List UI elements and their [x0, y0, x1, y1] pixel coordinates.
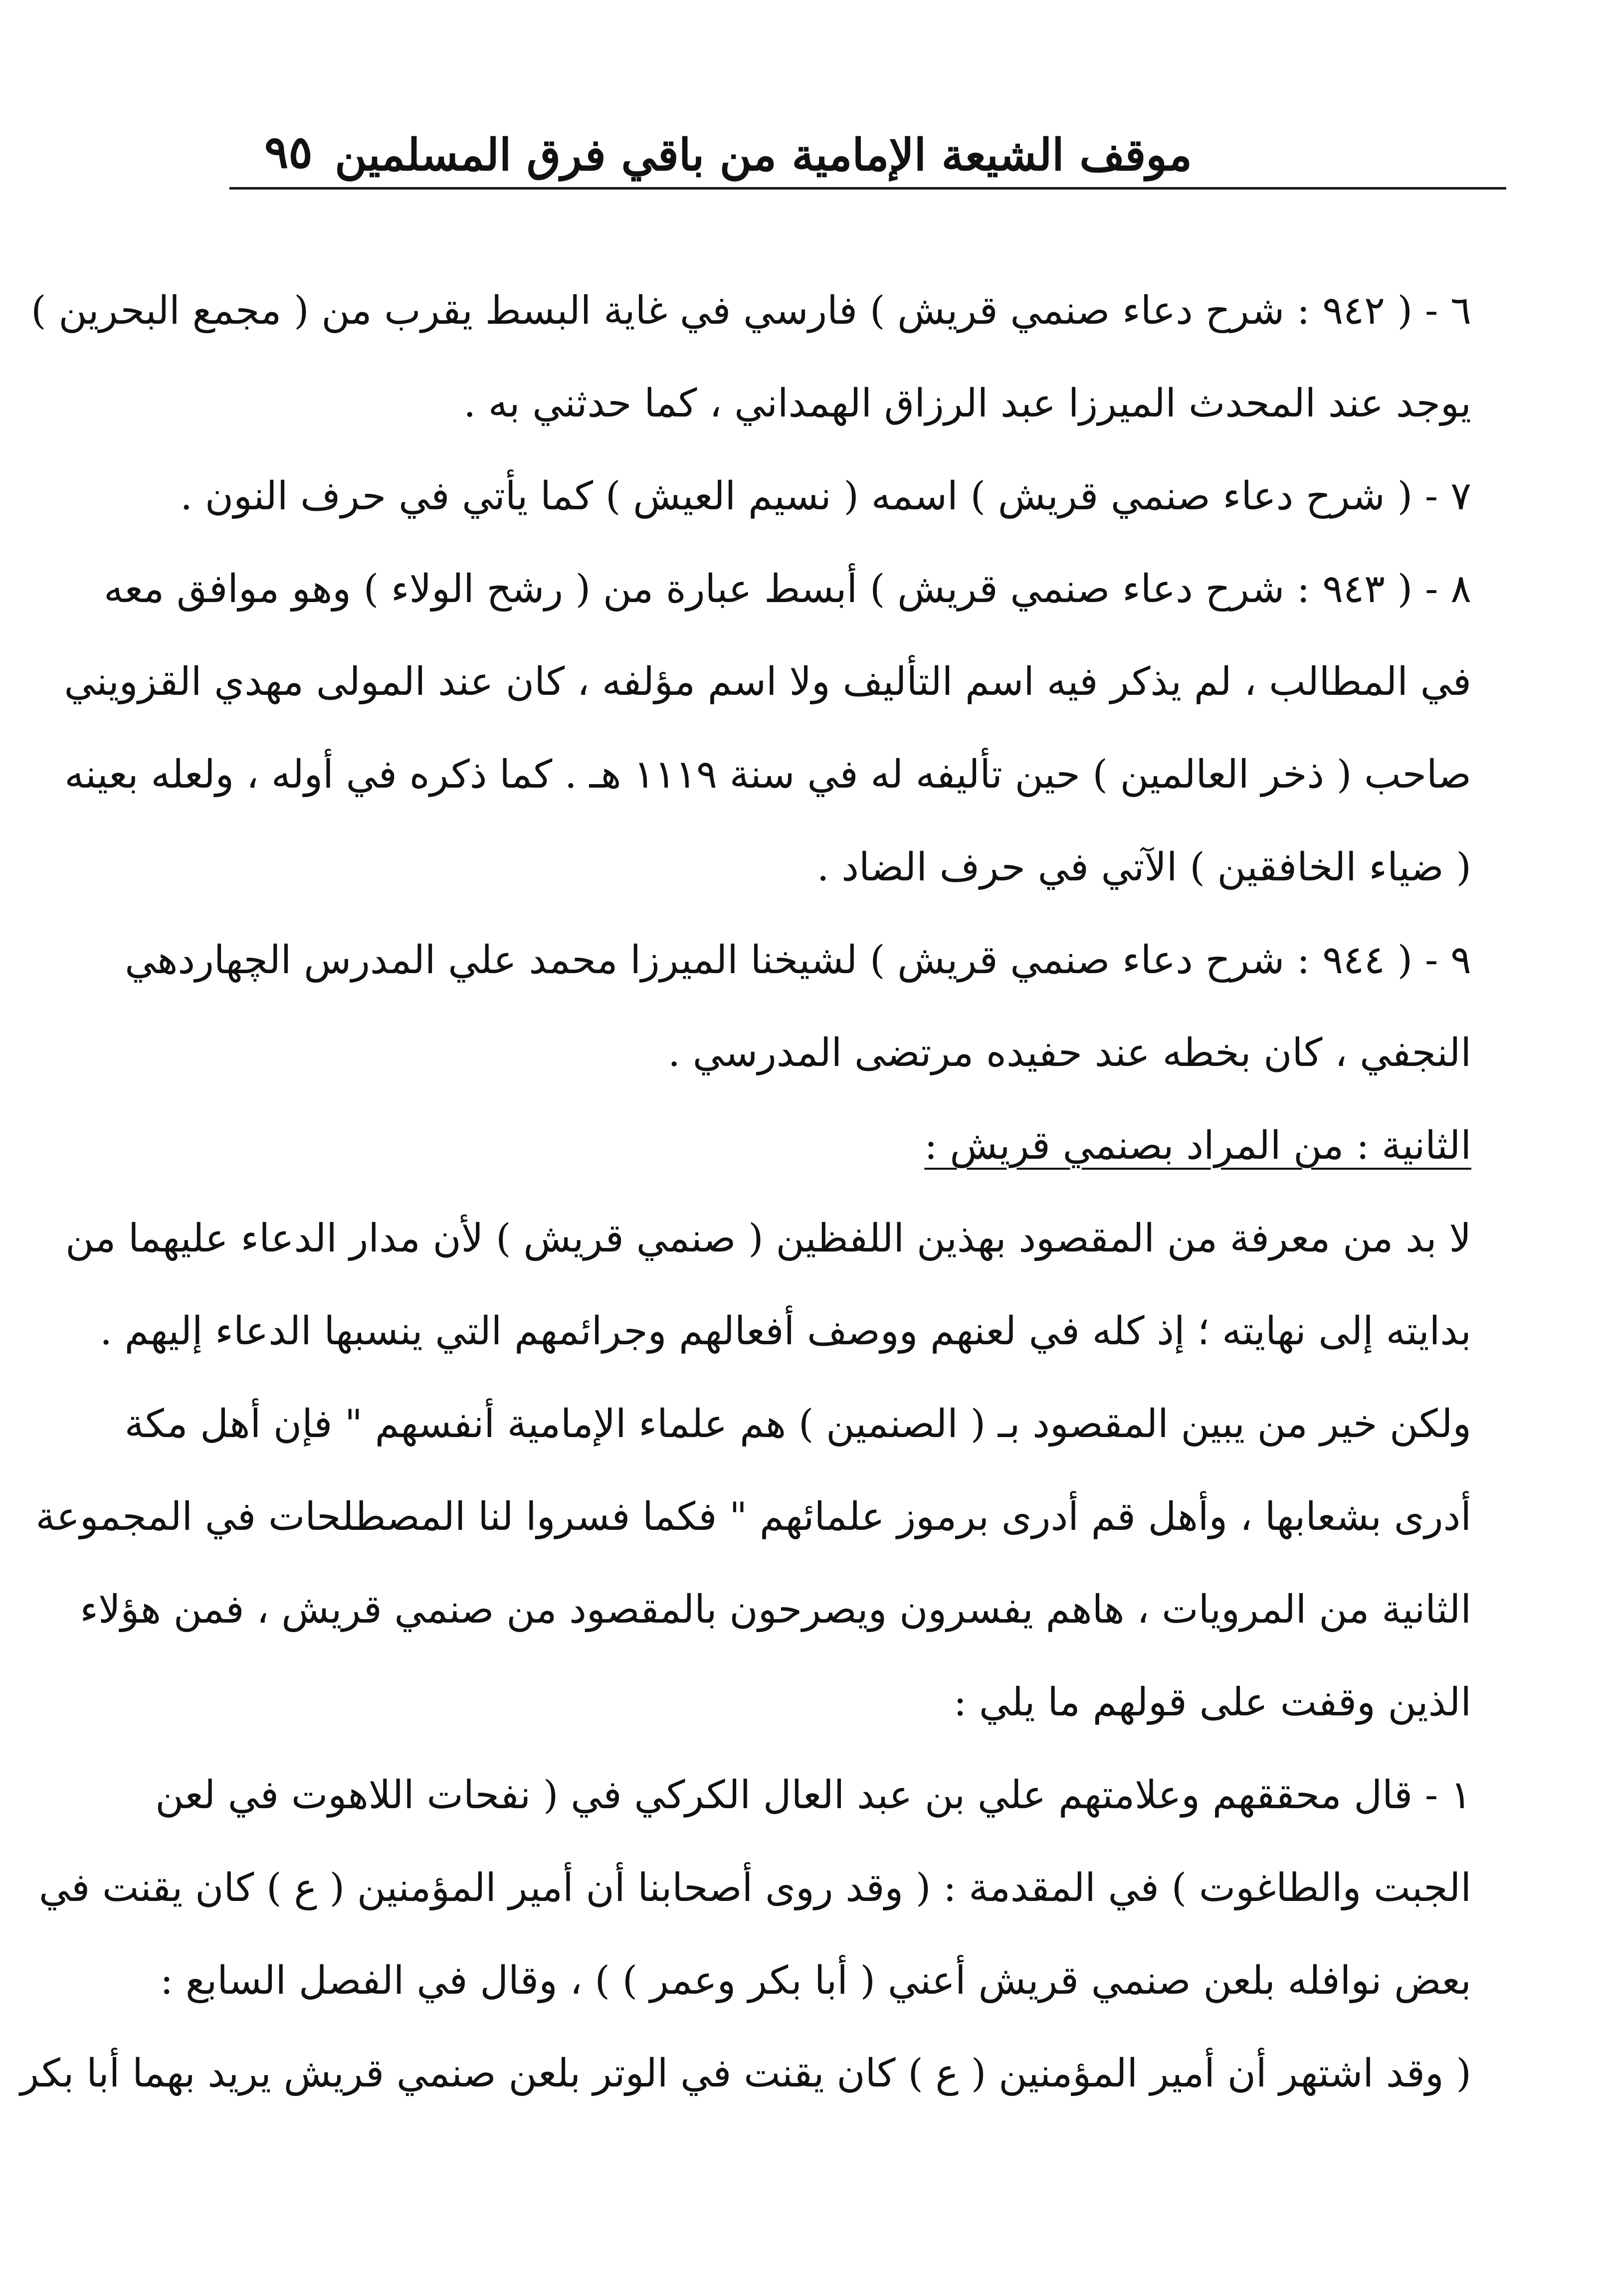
body-text — [20, 264, 1471, 2120]
text-line: الثانية من المرويات ، هاهم يفسرون ويصرحون بالمقصود من صنمي قريش ، فمن هؤلاء — [80, 1587, 1471, 1632]
section-heading — [234, 1099, 1471, 1192]
text-line: بعض نوافله بلعن صنمي قريش أعني ( أبا بكر وعمر ) ) ، وقال في الفصل السابع : — [160, 1958, 1471, 2003]
text-line: الجبت والطاغوت ) في المقدمة : ( وقد روى أصحابنا أن أمير المؤمنين ( ع ) كان يقنت في — [38, 1866, 1471, 1910]
text-line: ٨ - ( ٩٤٣ : شرح دعاء صنمي قريش ) أبسط عبارة من ( رشح الولاء ) وهو موافق معه — [103, 567, 1471, 612]
text-line: ( وقد اشتهر أن أمير المؤمنين ( ع ) كان يقنت في الوتر بلعن صنمي قريش يريد بهما أبا بكر — [20, 2051, 1471, 2096]
page-number: ٩٥ — [264, 126, 313, 179]
text-line: الذين وقفت على قولهم ما يلي : — [953, 1680, 1471, 1725]
text-line: صاحب ( ذخر العالمين ) حين تأليفه له في سنة ١١١٩ هـ . كما ذكره في أوله ، ولعله بعينه — [64, 752, 1471, 797]
text-line: ولكن خير من يبين المقصود بـ ( الصنمين ) هم علماء الإمامية أنفسهم " فإن أهل مكة — [124, 1402, 1471, 1447]
page-header — [229, 92, 1506, 190]
text-line: ٦ - ( ٩٤٢ : شرح دعاء صنمي قريش ) فارسي في غاية البسط يقرب من ( مجمع البحرين ) — [31, 288, 1471, 333]
section-heading-text: الثانية : من المراد بصنمي قريش : — [924, 1123, 1471, 1168]
text-line: ٩ - ( ٩٤٤ : شرح دعاء صنمي قريش ) لشيخنا الميرزا محمد علي المدرس الچهاردهي — [125, 938, 1471, 983]
text-line: أدرى بشعابها ، وأهل قم أدرى برموز علمائهم " فكما فسروا لنا المصطلحات في المجموعة — [35, 1494, 1471, 1539]
text-line: لا بد من معرفة من المقصود بهذين اللفظين ( صنمي قريش ) لأن مدار الدعاء عليهما من — [65, 1216, 1471, 1261]
text-line: النجفي ، كان بخطه عند حفيده مرتضى المدرسي . — [668, 1031, 1471, 1075]
text-line: بدايته إلى نهايته ؛ إذ كله في لعنهم ووصف أفعالهم وجرائمهم التي ينسبها الدعاء إليهم . — [100, 1309, 1471, 1354]
text-line: ١ - قال محققهم وعلامتهم علي بن عبد العال الكركي في ( نفحات اللاهوت في لعن — [155, 1773, 1471, 1818]
text-line: يوجد عند المحدث الميرزا عبد الرزاق الهمداني ، كما حدثني به . — [463, 381, 1471, 426]
text-line: في المطالب ، لم يذكر فيه اسم التأليف ولا اسم مؤلفه ، كان عند المولى مهدي القزويني — [64, 659, 1471, 704]
text-line: ٧ - ( شرح دعاء صنمي قريش ) اسمه ( نسيم العيش ) كما يأتي في حرف النون . — [180, 474, 1471, 519]
running-title: موقف الشيعة الإمامية من باقي فرق المسلمين — [335, 129, 1192, 181]
text-line: ( ضياء الخافقين ) الآتي في حرف الضاد . — [816, 845, 1471, 890]
